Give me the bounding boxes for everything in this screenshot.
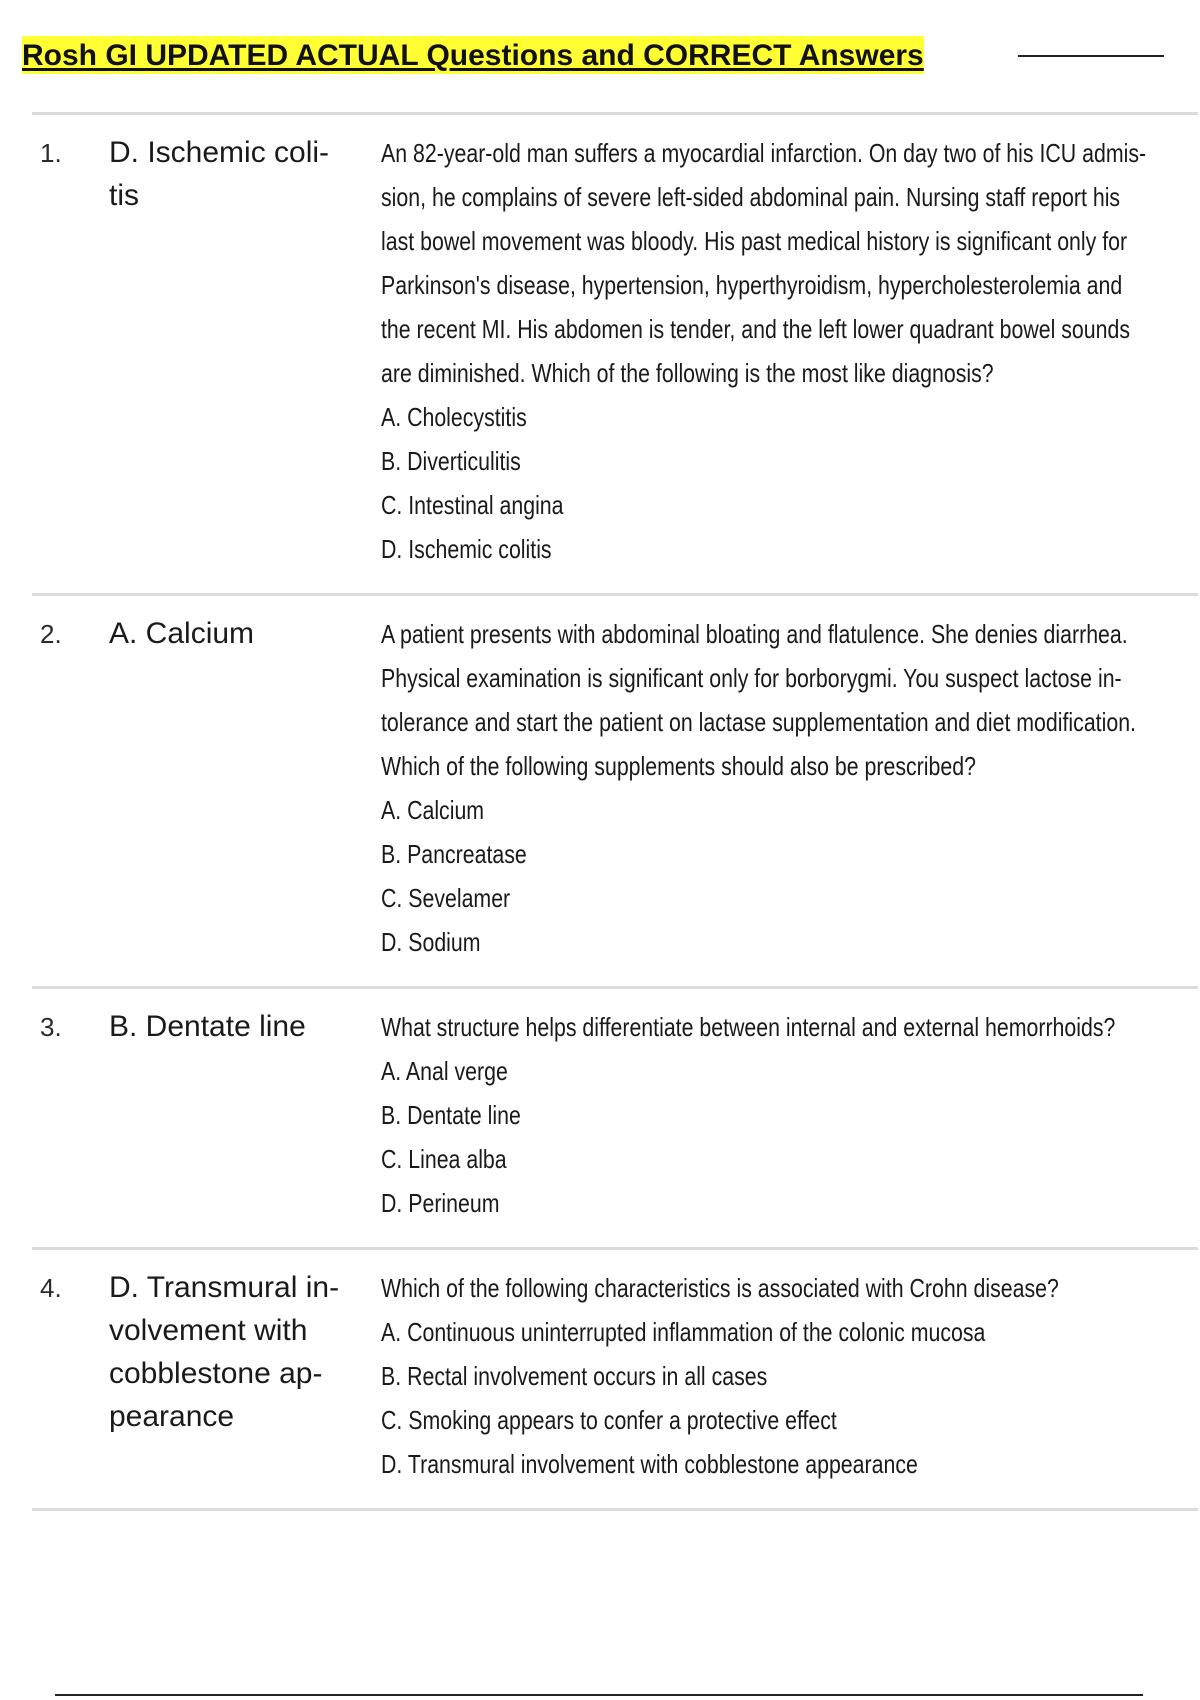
answer-line: D. Ischemic coli- <box>109 136 330 169</box>
item-number: 2. <box>40 619 62 649</box>
qa-row <box>32 115 1198 596</box>
answer-line: pearance <box>109 1400 235 1433</box>
question-line: An 82-year-old man suffers a myocardial infarction. On day two of his ICU admis- <box>381 138 1147 168</box>
qa-table <box>32 112 1198 1511</box>
question-line: Physical examination is significant only for borborygmi. You suspect lactose in- <box>381 663 1122 693</box>
question-line: Which of the following characteristics is associated with Crohn disease? <box>381 1273 1059 1303</box>
option: B. Rectal involvement occurs in all cases <box>381 1361 768 1391</box>
correct-answer <box>109 1005 381 1225</box>
question-line: sion, he complains of severe left-sided abdominal pain. Nursing staff report his <box>381 182 1121 212</box>
qa-row <box>32 596 1198 989</box>
question-line: are diminished. Which of the following is the most like diagnosis? <box>381 358 994 388</box>
option: B. Pancreatase <box>381 839 527 869</box>
correct-answer <box>109 131 381 571</box>
option: D. Transmural involvement with cobblestone appearance <box>381 1449 918 1479</box>
option: D. Perineum <box>381 1188 500 1218</box>
item-number: 1. <box>40 138 62 168</box>
title-rule <box>1018 55 1164 57</box>
option: C. Smoking appears to confer a protective effect <box>381 1405 837 1435</box>
qa-row <box>32 1250 1198 1511</box>
option: A. Cholecystitis <box>381 402 527 432</box>
option: A. Anal verge <box>381 1056 508 1086</box>
question-line: the recent MI. His abdomen is tender, and the left lower quadrant bowel sounds <box>381 314 1131 344</box>
item-number: 3. <box>40 1012 62 1042</box>
question-block <box>381 612 1200 964</box>
document-title: Rosh GI UPDATED ACTUAL Questions and CORRECT Answers <box>22 36 924 74</box>
option: B. Dentate line <box>381 1100 521 1130</box>
correct-answer <box>109 612 381 964</box>
question-line: last bowel movement was bloody. His past medical history is significant only for <box>381 226 1128 256</box>
qa-row <box>32 989 1198 1250</box>
question-block <box>381 1005 1200 1225</box>
option: A. Calcium <box>381 795 485 825</box>
answer-line: A. Calcium <box>109 617 255 650</box>
correct-answer <box>109 1266 381 1486</box>
item-number: 4. <box>40 1273 62 1303</box>
option: D. Sodium <box>381 927 481 957</box>
question-line: What structure helps differentiate between internal and external hemorrhoids? <box>381 1012 1116 1042</box>
question-line: A patient presents with abdominal bloating and flatulence. She denies diarrhea. <box>381 619 1128 649</box>
question-line: Which of the following supplements should also be prescribed? <box>381 751 976 781</box>
option: C. Sevelamer <box>381 883 511 913</box>
option: A. Continuous uninterrupted inflammation of the colonic mucosa <box>381 1317 986 1347</box>
answer-line: tis <box>109 179 139 212</box>
answer-line: volvement with <box>109 1314 308 1347</box>
question-block <box>381 131 1200 571</box>
answer-line: D. Transmural in- <box>109 1271 340 1304</box>
option: D. Ischemic colitis <box>381 534 552 564</box>
option: C. Intestinal angina <box>381 490 564 520</box>
question-block <box>381 1266 1200 1486</box>
title-row <box>22 36 1142 76</box>
answer-line: B. Dentate line <box>109 1010 306 1043</box>
question-line: Parkinson's disease, hypertension, hyperthyroidism, hypercholesterolemia and <box>381 270 1123 300</box>
answer-line: cobblestone ap- <box>109 1357 323 1390</box>
option: B. Diverticulitis <box>381 446 521 476</box>
footer-rule <box>55 1694 1143 1696</box>
option: C. Linea alba <box>381 1144 507 1174</box>
question-line: tolerance and start the patient on lactase supplementation and diet modification. <box>381 707 1136 737</box>
